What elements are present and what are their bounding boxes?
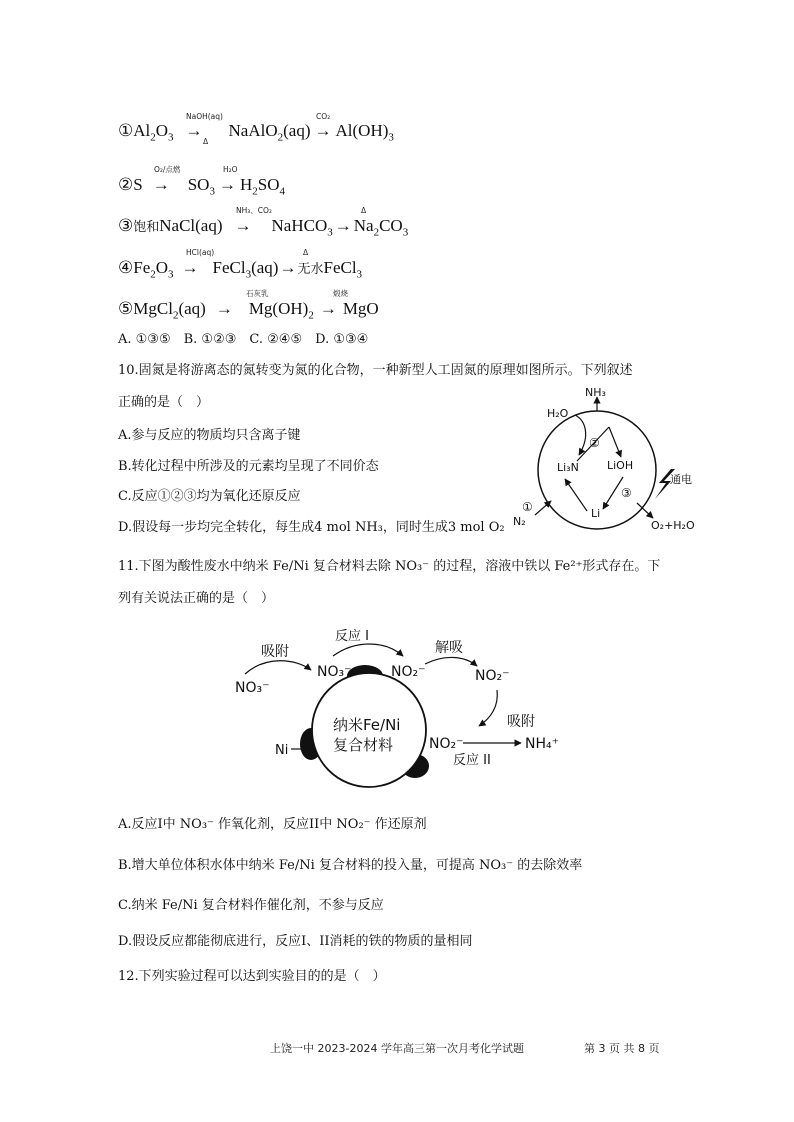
q11-option-a: A.反应I中 NO₃⁻ 作氧化剂，反应II中 NO₂⁻ 作还原剂 <box>118 817 427 832</box>
eq2-number: ② <box>118 175 134 194</box>
adsorb-arrow-1 <box>245 661 311 674</box>
label-no2-outside: NO₂⁻ <box>475 668 510 684</box>
q12-stem: 12.下列实验过程可以达到实验目的的是（ ） <box>118 969 386 984</box>
label-step2: ② <box>589 436 600 450</box>
footer-page: 第 3 页 共 8 页 <box>584 1042 660 1055</box>
reaction1-arrow <box>333 644 403 656</box>
q10-option-d: D.假设每一步均完全转化，每生成4 mol NH₃，同时生成3 mol O₂ <box>118 520 505 535</box>
water-arrow <box>575 415 586 455</box>
label-desorb: 解吸 <box>435 640 463 656</box>
eq3-number: ③ <box>118 216 134 235</box>
adsorb-arrow-2 <box>479 690 497 726</box>
label-adsorb-1: 吸附 <box>261 644 289 660</box>
q11-stem-line1: 11.下图为酸性废水中纳米 Fe/Ni 复合材料去除 NO₃⁻ 的过程，溶液中铁以 Fe²⁺形式存在。下 <box>118 559 661 574</box>
label-center-line2: 复合材料 <box>333 736 394 754</box>
label-li3n: Li₃N <box>557 461 579 474</box>
eq4-cond2-top: Δ <box>303 248 309 257</box>
label-adsorb-2: 吸附 <box>507 714 535 730</box>
label-no3-outside: NO₃⁻ <box>235 680 270 696</box>
eq5-cond1-top: 石灰乳 <box>246 289 269 298</box>
label-step3: ③ <box>621 486 632 500</box>
label-nh3: NH₃ <box>585 386 606 399</box>
equation-5: ⑤MgCl$_2$(aq) → $Mg(OH)_2$ → MgO <box>118 299 379 322</box>
equation-3: ③饱和NaCl(aq) → NaHCO$_3$ → $Na_2CO_3$ <box>118 216 409 239</box>
label-no2-inside: NO₂⁻ <box>391 664 426 680</box>
eq4-cond1-top: HCl(aq) <box>186 248 215 257</box>
desorb-arrow <box>425 657 477 666</box>
label-ni: Ni <box>275 743 289 758</box>
nitrogen-fixation-diagram <box>505 385 725 545</box>
eq4-number: ④ <box>118 258 134 277</box>
nitrate-removal-diagram <box>225 618 565 793</box>
lioh-arrow <box>609 427 621 457</box>
label-electrolysis: 通电 <box>670 473 692 486</box>
eq3-cond1-top: NH₃、CO₂ <box>236 206 272 215</box>
q11-option-c: C.纳米 Fe/Ni 复合材料作催化剂，不参与反应 <box>118 898 384 913</box>
label-no3-inside: NO₃⁻ <box>317 664 352 680</box>
eq1-cond1-bottom: Δ <box>203 137 209 146</box>
label-no2-bottom: NO₂⁻ <box>429 736 464 752</box>
equation-1: $①Al_2O_3$ → NaAlO$_2$(aq) → $Al(OH)_3$ <box>118 121 394 144</box>
label-o2-h2o: O₂+H₂O <box>651 519 695 532</box>
footer-title: 上饶一中 2023-2024 学年高三第一次月考化学试题 <box>270 1042 524 1055</box>
label-n2: N₂ <box>513 515 526 528</box>
label-lioh: LiOH <box>607 459 634 472</box>
equation-4: $④Fe_2O_3$ → FeCl$_3$(aq)→无水FeCl$_3$ <box>118 258 363 281</box>
label-step1: ① <box>522 500 533 514</box>
n2-arrow <box>535 501 551 515</box>
q9-options: A. ①③⑤ B. ①②③ C. ②④⑤ D. ①③④ <box>118 332 369 347</box>
q10-stem-line1: 10.固氮是将游离态的氮转变为氮的化合物，一种新型人工固氮的原理如图所示。下列叙述 <box>118 363 633 378</box>
equation-2: ②S → $SO_3 \to H_2SO_4$ <box>118 175 285 198</box>
q10-option-c: C.反应①②③均为氧化还原反应 <box>118 489 301 504</box>
eq2-cond2-top: H₂O <box>223 165 238 174</box>
label-center-line1: 纳米Fe/Ni <box>333 716 401 734</box>
eq1-cond1-top: NaOH(aq) <box>186 112 223 121</box>
q10-stem-line2: 正确的是（ ） <box>118 395 210 410</box>
eq1-number: ① <box>118 121 134 140</box>
eq2-cond1-top: O₂/点燃 <box>154 165 181 174</box>
q10-option-a: A.参与反应的物质均只含离子键 <box>118 428 301 443</box>
label-reaction2: 反应 II <box>453 753 491 768</box>
eq1-cond2-top: CO₂ <box>316 112 331 121</box>
eq5-number: ⑤ <box>118 299 134 318</box>
q10-option-b: B.转化过程中所涉及的元素均呈现了不同价态 <box>118 459 379 474</box>
label-h2o: H₂O <box>547 407 569 420</box>
eq3-cond2-top: Δ <box>361 206 367 215</box>
eq5-cond2-top: 煅烧 <box>333 289 348 298</box>
q11-stem-line2: 列有关说法正确的是（ ） <box>118 591 275 606</box>
label-reaction1: 反应 I <box>335 629 369 644</box>
li-li3n-arrow <box>565 479 587 511</box>
label-nh4: NH₄⁺ <box>525 736 560 752</box>
label-li: Li <box>591 507 601 520</box>
lioh-li-arrow <box>603 477 623 509</box>
q11-option-b: B.增大单位体积水体中纳米 Fe/Ni 复合材料的投入量，可提高 NO₃⁻ 的去除效率 <box>118 858 583 873</box>
q11-option-d: D.假设反应都能彻底进行，反应I、II消耗的铁的物质的量相同 <box>118 934 473 949</box>
